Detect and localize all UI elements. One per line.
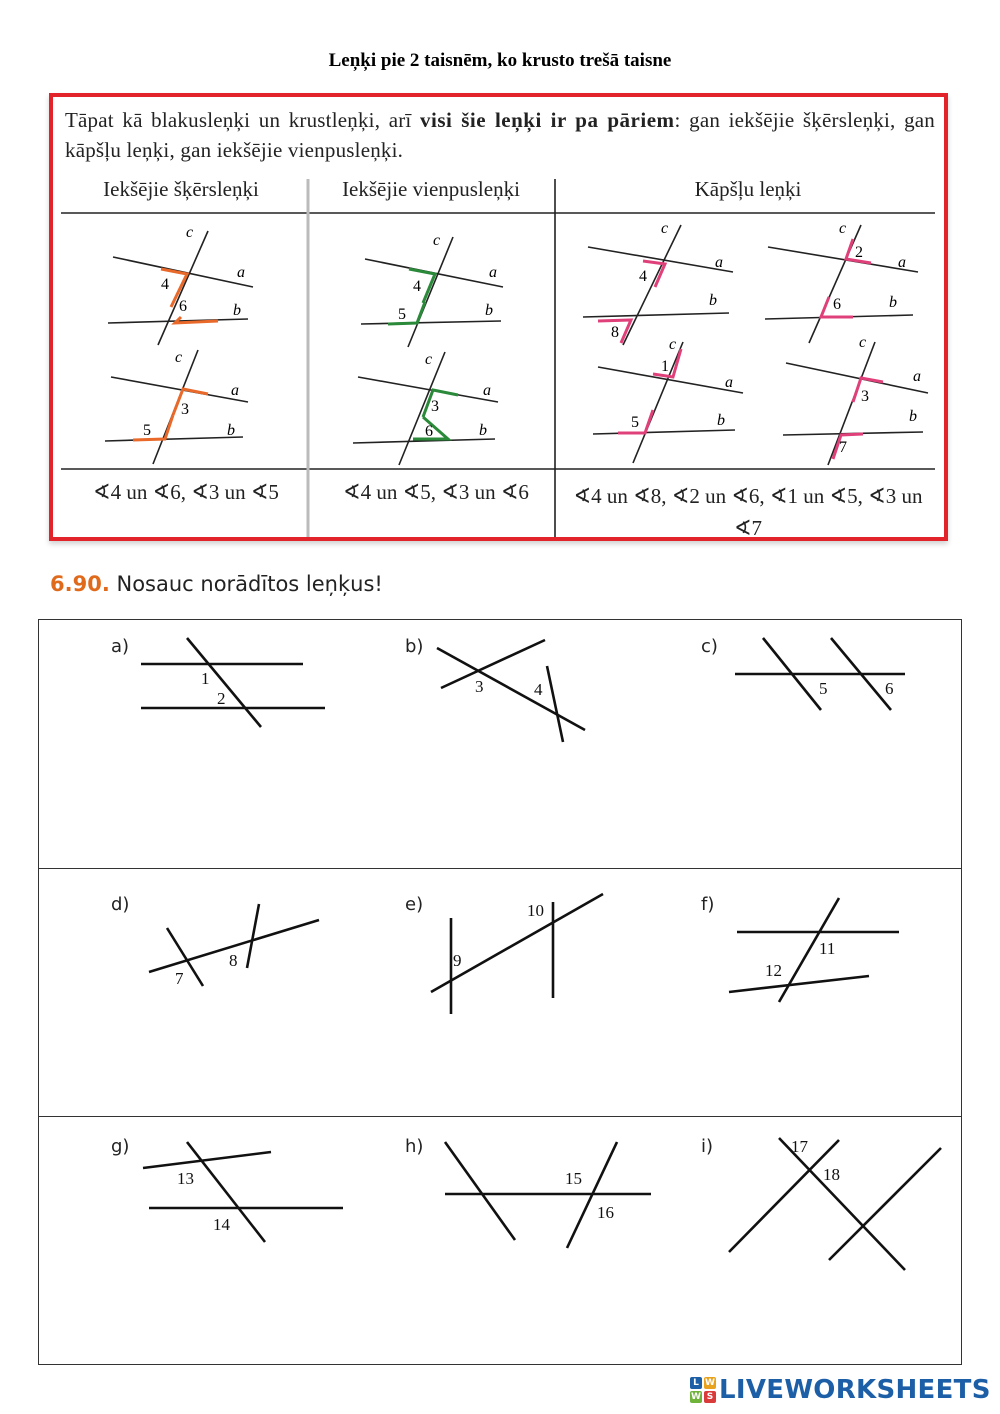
angle-number: 4 [639,268,647,285]
angle-number: 4 [413,278,421,295]
exercise-title [50,572,383,596]
diagram-alternate-1 [108,224,253,345]
angle-number: 8 [611,324,619,341]
exercise-number: 6.90. [50,572,110,596]
angle-label: 7 [175,969,184,988]
angle-label: 9 [453,951,462,970]
figure-h [445,1142,651,1248]
line-label-b: b [479,422,487,439]
column-header-alternate: Iekšējie šķērsleņķi [103,177,259,201]
line-label-a: a [715,254,723,271]
angle-label: 13 [177,1169,194,1188]
line-label-b: b [233,302,241,319]
line-label-b: b [709,292,717,309]
angle-label: 5 [819,679,828,698]
angle-number: 5 [631,414,639,431]
answer-alternate: ∢4 un ∢6, ∢3 un ∢5 [93,480,279,504]
figure-f [729,898,899,1002]
theory-box [49,93,948,541]
line-label-c: c [669,336,677,353]
angle-number: 6 [425,423,433,440]
angle-label: 12 [765,961,782,980]
diagram-corresponding-1 [583,220,733,345]
line-label-c: c [839,220,847,237]
angle-number: 1 [661,358,669,375]
line-label-c: c [433,232,441,249]
line-label-a: a [898,254,906,271]
line-label-b: b [717,412,725,429]
answer-corresponding: ∢4 un ∢8, ∢2 un ∢6, ∢1 un ∢5, ∢3 un ∢7 [573,484,923,540]
diagram-corresponding-3 [593,336,743,463]
line-label-c: c [186,224,194,241]
theory-diagrams [53,97,944,537]
angle-label: 10 [527,901,544,920]
answer-consecutive: ∢4 un ∢5, ∢3 un ∢6 [343,480,529,504]
angle-label: 14 [213,1215,230,1234]
exercise-instruction: Nosauc norādītos leņķus! [116,572,383,596]
exercise-label-c: c) [701,636,718,657]
angle-label: 11 [819,939,836,958]
diagram-alternate-2 [105,349,248,464]
angle-number: 5 [143,422,151,439]
angle-number: 7 [839,439,847,456]
line-label-a: a [489,264,497,281]
line-label-b: b [485,302,493,319]
angle-label: 17 [791,1137,808,1156]
angle-label: 8 [229,951,238,970]
angle-label: 2 [217,689,226,708]
diagram-corresponding-4 [783,334,928,465]
exercise-label-g: g) [111,1136,130,1157]
line-label-a: a [237,264,245,281]
line-label-c: c [661,220,669,237]
figure-g [143,1142,343,1242]
angle-label: 3 [475,677,484,696]
diagram-corresponding-2 [765,220,918,343]
exercise-label-e: e) [405,894,424,915]
intro-text-prefix: Tāpat kā blakusleņķi un krustleņķi, arī [65,108,421,132]
exercise-label-f: f) [701,894,715,915]
figure-a [141,638,325,727]
line-label-a: a [483,382,491,399]
line-label-a: a [231,382,239,399]
angle-label: 6 [885,679,894,698]
exercise-label-d: d) [111,894,130,915]
angle-number: 6 [179,298,187,315]
angle-number: 5 [398,306,406,323]
exercise-label-h: h) [405,1136,424,1157]
brand-logo-icon: L W W S [691,1378,715,1402]
line-label-c: c [425,351,433,368]
exercise-grid [38,619,962,1365]
angle-number: 2 [855,244,863,261]
angle-label: 18 [823,1165,840,1184]
exercise-label-b: b) [405,636,424,657]
angle-number: 3 [861,388,869,405]
diagram-consecutive-1 [361,232,503,347]
angle-label: 4 [534,680,543,699]
brand-name: LIVEWORKSHEETS [719,1375,991,1405]
intro-text-suffix: : gan iekšējie šķērsleņķi, gan kāpšļu leņķi, gan iekšējie vienpusleņķi. [65,108,935,162]
angle-number: 4 [161,276,169,293]
line-label-a: a [913,368,921,385]
angle-label: 16 [597,1203,614,1222]
exercise-label-i: i) [701,1136,714,1157]
line-label-b: b [889,294,897,311]
figure-b [437,640,585,742]
exercise-label-a: a) [111,636,130,657]
diagram-consecutive-2 [353,351,498,465]
figure-i [729,1138,941,1270]
angle-number: 6 [833,296,841,313]
column-header-consecutive: Iekšējie vienpusleņķi [342,177,520,201]
angle-number: 3 [181,401,189,418]
line-label-c: c [175,349,183,366]
line-label-b: b [909,408,917,425]
figure-c [735,638,905,710]
intro-text-bold: visi šie leņķi ir pa pāriem [420,108,675,132]
exercise-diagrams [39,620,961,1364]
line-label-a: a [725,374,733,391]
angle-label: 15 [565,1169,582,1188]
page-title: Leņķi pie 2 taisnēm, ko krusto trešā taisne [328,50,672,71]
line-label-c: c [859,334,867,351]
angle-number: 3 [431,398,439,415]
line-label-b: b [227,422,235,439]
liveworksheets-logo [690,1375,991,1405]
column-header-corresponding: Kāpšļu leņķi [694,177,802,201]
angle-label: 1 [201,669,210,688]
